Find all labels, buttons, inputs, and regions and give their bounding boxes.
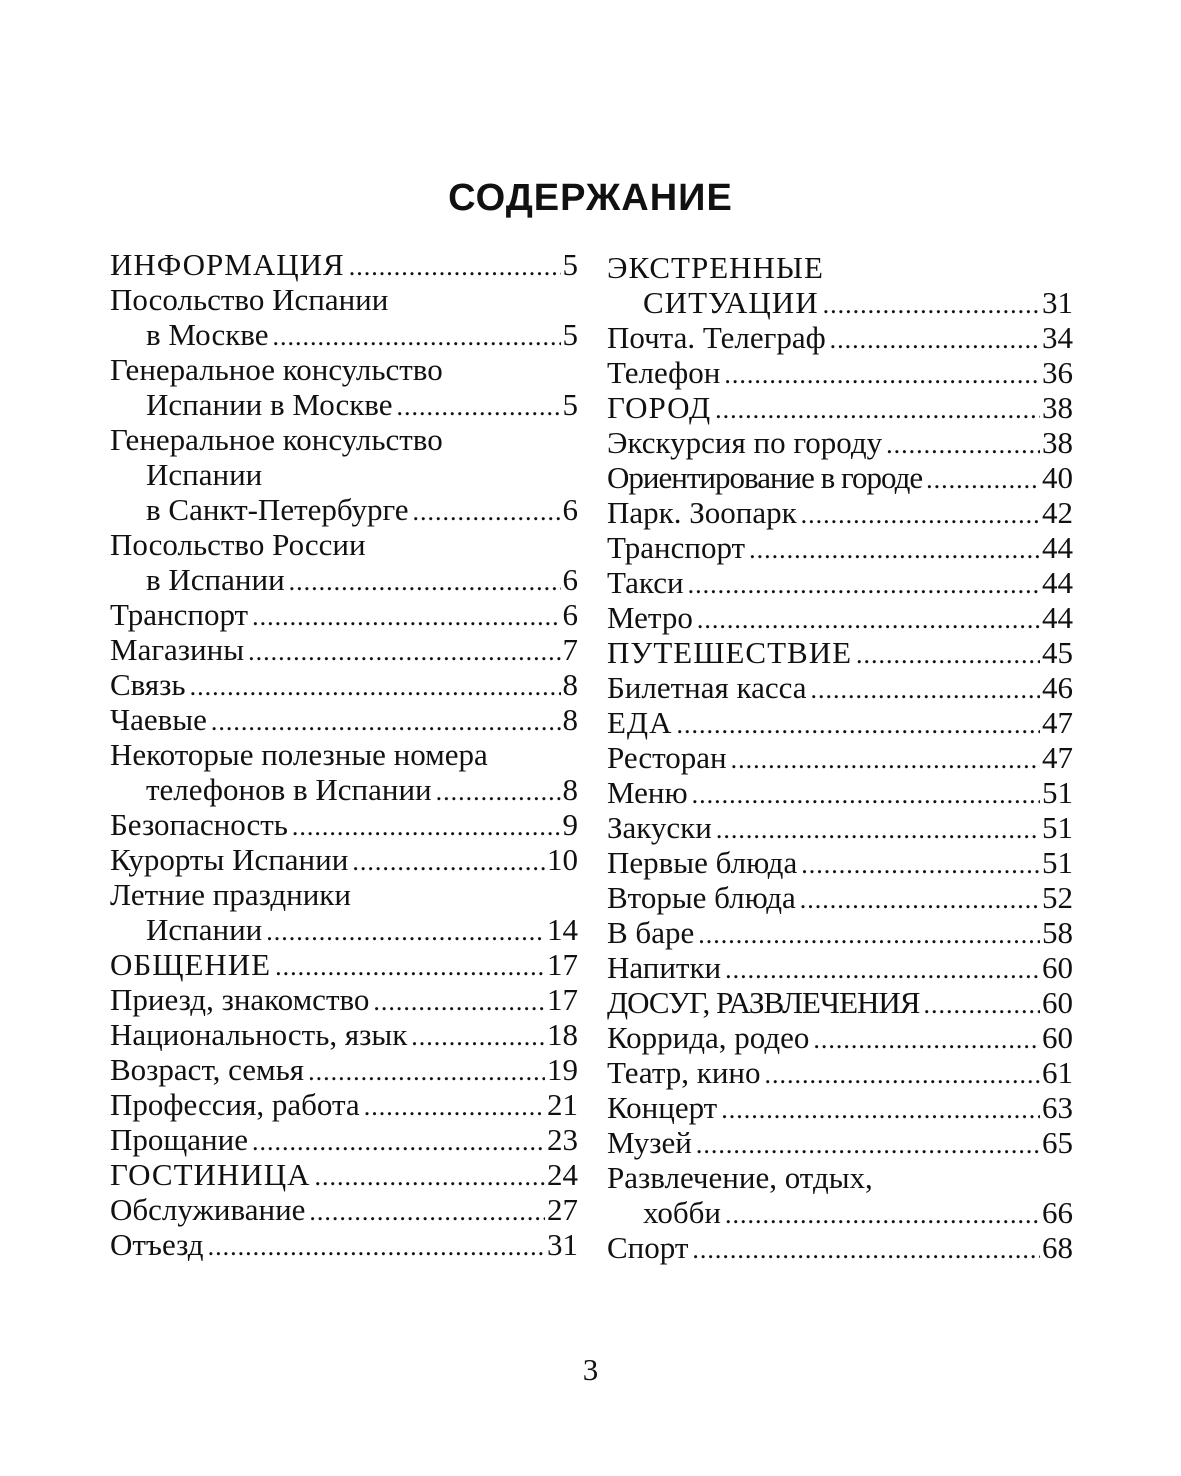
toc-line <box>607 425 1073 460</box>
toc-entry <box>607 600 1073 635</box>
toc-page-number: 46 <box>1042 670 1073 705</box>
toc-leader-dots <box>676 707 1040 742</box>
toc-section-title: ГОСТИНИЦА <box>110 1157 311 1192</box>
toc-leader-dots <box>886 427 1040 462</box>
toc-leader-dots <box>289 564 561 599</box>
toc-page-number: 60 <box>1042 950 1073 985</box>
toc-entry-title: Меню <box>607 775 688 810</box>
toc-page-number: 5 <box>562 317 578 352</box>
toc-entry-title: Испании <box>146 912 263 947</box>
toc-page-number: 18 <box>547 1017 578 1052</box>
toc-entry-title: Испании <box>146 457 263 492</box>
toc-line <box>110 842 578 877</box>
toc-line <box>110 317 578 352</box>
toc-entry-title: телефонов в Испании <box>146 772 432 807</box>
toc-entry-title: Телефон <box>607 355 721 390</box>
toc-entry-title: Магазины <box>110 632 245 667</box>
toc-line <box>607 1055 1073 1090</box>
toc-leader-dots <box>273 319 561 354</box>
toc-entry <box>607 635 1073 670</box>
toc-line <box>110 247 578 282</box>
toc-page-number: 60 <box>1042 1020 1073 1055</box>
toc-entry <box>607 915 1073 950</box>
toc-entry <box>110 1122 578 1157</box>
toc-page-number: 45 <box>1042 635 1073 670</box>
toc-entry-title: Посольство России <box>110 527 366 562</box>
toc-leader-dots <box>765 1057 1040 1092</box>
toc-entry-title: Генеральное консульство <box>110 422 443 457</box>
toc-page-number: 38 <box>1042 390 1073 425</box>
toc-line <box>607 320 1073 355</box>
toc-entry-title: В баре <box>607 915 695 950</box>
toc-page-number: 31 <box>547 1227 578 1262</box>
toc-line <box>110 422 578 457</box>
toc-leader-dots <box>724 357 1040 392</box>
toc-leader-dots <box>308 1054 545 1089</box>
toc-entry <box>110 807 578 842</box>
toc-line <box>110 457 578 492</box>
toc-line <box>110 737 578 772</box>
toc-page-number: 14 <box>547 912 578 947</box>
toc-entry-title: Билетная касса <box>607 670 807 705</box>
toc-line <box>607 460 1073 495</box>
toc-line <box>110 282 578 317</box>
toc-entry-title: Отъезд <box>110 1227 204 1262</box>
toc-line <box>110 562 578 597</box>
toc-entry-title: Национальность, язык <box>110 1017 408 1052</box>
toc-leader-dots <box>309 1194 545 1229</box>
toc-leader-dots <box>266 914 545 949</box>
toc-entry <box>110 737 578 807</box>
toc-entry <box>607 390 1073 425</box>
toc-page-number: 42 <box>1042 495 1073 530</box>
toc-page-number: 27 <box>547 1192 578 1227</box>
toc-entry-title: Такси <box>607 565 684 600</box>
toc-line <box>607 880 1073 915</box>
toc-line <box>607 1020 1073 1055</box>
toc-entry-title: Возраст, семья <box>110 1052 305 1087</box>
toc-line <box>110 597 578 632</box>
toc-entry-title: Курорты Испании <box>110 842 349 877</box>
toc-entry-title: Приезд, знакомство <box>110 982 370 1017</box>
toc-entry-title: Ресторан <box>607 740 727 775</box>
toc-page-number: 5 <box>562 387 578 422</box>
toc-entry <box>607 985 1073 1020</box>
toc-leader-dots <box>364 1089 545 1124</box>
toc-page-number: 5 <box>562 247 578 282</box>
toc-entry-title: Парк. Зоопарк <box>607 495 797 530</box>
toc-section-title: ОБЩЕНИЕ <box>110 947 272 982</box>
toc-line <box>607 670 1073 705</box>
toc-entry-title: Почта. Телеграф <box>607 320 826 355</box>
toc-section-title: ИНФОРМАЦИЯ <box>110 247 345 282</box>
toc-entry <box>607 1020 1073 1055</box>
toc-line <box>607 810 1073 845</box>
toc-entry-title: Коррида, родео <box>607 1020 810 1055</box>
toc-page-number: 8 <box>562 702 578 737</box>
toc-entry <box>110 1017 578 1052</box>
toc-leader-dots <box>314 1159 545 1194</box>
toc-line <box>110 912 578 947</box>
toc-leader-dots <box>830 322 1040 357</box>
toc-section-title: ДОСУГ, РАЗВЛЕЧЕНИЯ <box>607 985 920 1020</box>
toc-page-number: 8 <box>562 772 578 807</box>
toc-entry <box>607 1090 1073 1125</box>
toc-entry-title: Развлечение, отдых, <box>607 1160 873 1195</box>
toc-line <box>110 807 578 842</box>
toc-entry <box>607 880 1073 915</box>
toc-entry <box>607 845 1073 880</box>
page-number: 3 <box>582 1352 599 1387</box>
toc-line <box>607 740 1073 775</box>
toc-leader-dots <box>190 669 561 704</box>
toc-right-column <box>607 250 1073 1265</box>
toc-section-title: СИТУАЦИИ <box>643 285 819 320</box>
toc-page-number: 6 <box>562 492 578 527</box>
toc-left-column <box>110 247 578 1262</box>
toc-leader-dots <box>823 287 1040 322</box>
toc-line <box>607 250 1073 285</box>
toc-entry-title: Концерт <box>607 1090 718 1125</box>
toc-entry-title: хобби <box>643 1195 721 1230</box>
toc-page-number: 47 <box>1042 740 1073 775</box>
toc-line <box>110 387 578 422</box>
toc-entry <box>607 670 1073 705</box>
toc-line <box>110 1087 578 1122</box>
toc-entry-title: Транспорт <box>607 530 746 565</box>
toc-leader-dots <box>397 389 561 424</box>
toc-line <box>607 1090 1073 1125</box>
toc-leader-dots <box>211 704 561 739</box>
toc-entry <box>110 947 578 982</box>
toc-page-number: 17 <box>547 982 578 1017</box>
toc-leader-dots <box>725 1197 1040 1232</box>
toc-line <box>110 1227 578 1262</box>
toc-entry <box>607 775 1073 810</box>
toc-entry-title: Экскурсия по городу <box>607 425 883 460</box>
toc-line <box>110 1017 578 1052</box>
toc-entry-title: в Санкт-Петербурге <box>146 492 409 527</box>
toc-page-number: 51 <box>1042 775 1073 810</box>
toc-line <box>607 565 1073 600</box>
toc-entry <box>110 1227 578 1262</box>
toc-section-title: ЕДА <box>607 705 673 740</box>
toc-entry <box>110 842 578 877</box>
toc-page-number: 21 <box>547 1087 578 1122</box>
toc-line <box>607 530 1073 565</box>
toc-entry <box>110 667 578 702</box>
toc-entry <box>110 282 578 352</box>
toc-entry <box>110 247 578 282</box>
toc-page-number: 23 <box>547 1122 578 1157</box>
toc-leader-dots <box>688 567 1040 602</box>
toc-entry-title: Безопасность <box>110 807 288 842</box>
toc-leader-dots <box>716 812 1040 847</box>
toc-leader-dots <box>801 497 1040 532</box>
toc-entry <box>110 982 578 1017</box>
toc-entry-title: Некоторые полезные номера <box>110 737 488 772</box>
toc-leader-dots <box>725 952 1040 987</box>
toc-line <box>607 775 1073 810</box>
toc-entry <box>110 352 578 422</box>
toc-page-number: 7 <box>562 632 578 667</box>
toc-page-number: 60 <box>1042 985 1073 1020</box>
toc-leader-dots <box>697 602 1040 637</box>
toc-entry <box>607 565 1073 600</box>
toc-leader-dots <box>813 1022 1040 1057</box>
toc-leader-dots <box>436 774 561 809</box>
toc-entry <box>110 1087 578 1122</box>
toc-line <box>110 492 578 527</box>
toc-entry-title: Связь <box>110 667 186 702</box>
toc-entry <box>110 702 578 737</box>
toc-entry <box>110 422 578 527</box>
toc-page-number: 51 <box>1042 845 1073 880</box>
toc-entry-title: в Москве <box>146 317 269 352</box>
page-title: СОДЕРЖАНИЕ <box>448 177 733 219</box>
toc-page-number: 40 <box>1042 460 1073 495</box>
toc-entry <box>607 460 1073 495</box>
toc-line <box>607 845 1073 880</box>
toc-leader-dots <box>801 847 1040 882</box>
toc-entry-title: Вторые блюда <box>607 880 796 915</box>
toc-entry-title: Чаевые <box>110 702 207 737</box>
toc-page-number: 52 <box>1042 880 1073 915</box>
toc-leader-dots <box>811 672 1040 707</box>
toc-section-title: ГОРОД <box>607 390 712 425</box>
toc-leader-dots <box>692 777 1040 812</box>
toc-leader-dots <box>252 1124 545 1159</box>
toc-entry-title: в Испании <box>146 562 285 597</box>
toc-entry <box>607 1055 1073 1090</box>
toc-entry <box>607 495 1073 530</box>
toc-entry-title: Спорт <box>607 1230 689 1265</box>
toc-entry <box>110 632 578 667</box>
toc-leader-dots <box>923 987 1040 1022</box>
toc-entry-title: Метро <box>607 600 693 635</box>
toc-line <box>607 705 1073 740</box>
toc-leader-dots <box>856 637 1040 672</box>
toc-page-number: 66 <box>1042 1195 1073 1230</box>
toc-page-number: 44 <box>1042 530 1073 565</box>
toc-page-number: 44 <box>1042 600 1073 635</box>
toc-line <box>110 702 578 737</box>
toc-entry-title: Закуски <box>607 810 712 845</box>
toc-page-number: 6 <box>562 562 578 597</box>
toc-leader-dots <box>800 882 1040 917</box>
toc-leader-dots <box>411 1019 545 1054</box>
toc-page-number: 47 <box>1042 705 1073 740</box>
toc-entry-title: Музей <box>607 1125 692 1160</box>
toc-line <box>110 632 578 667</box>
toc-entry-title: Ориентирование в городе <box>607 460 923 495</box>
toc-entry-title: Посольство Испании <box>110 282 389 317</box>
toc-leader-dots <box>252 599 560 634</box>
toc-line <box>607 950 1073 985</box>
toc-line <box>110 772 578 807</box>
toc-entry-title: Напитки <box>607 950 722 985</box>
toc-section-title: ЭКСТРЕННЫЕ <box>607 250 824 285</box>
toc-page-number: 24 <box>547 1157 578 1192</box>
toc-page-number: 19 <box>547 1052 578 1087</box>
toc-leader-dots <box>208 1229 545 1264</box>
toc-line <box>110 982 578 1017</box>
toc-page-number: 10 <box>547 842 578 877</box>
toc-leader-dots <box>275 949 545 984</box>
toc-entry <box>607 425 1073 460</box>
toc-page-number: 9 <box>562 807 578 842</box>
toc-entry-title: Летние праздники <box>110 877 351 912</box>
toc-page-number: 44 <box>1042 565 1073 600</box>
toc-page-number: 61 <box>1042 1055 1073 1090</box>
toc-line <box>110 1157 578 1192</box>
toc-line <box>110 1192 578 1227</box>
toc-entry <box>607 250 1073 320</box>
toc-page-number: 68 <box>1042 1230 1073 1265</box>
toc-line <box>607 1230 1073 1265</box>
toc-leader-dots <box>715 392 1040 427</box>
toc-entry <box>110 1052 578 1087</box>
toc-leader-dots <box>696 1127 1040 1162</box>
toc-leader-dots <box>692 1232 1040 1267</box>
toc-leader-dots <box>352 844 545 879</box>
toc-entry <box>110 877 578 947</box>
toc-entry-title: Генеральное консульство <box>110 352 443 387</box>
toc-entry <box>607 810 1073 845</box>
toc-entry <box>607 1160 1073 1230</box>
toc-line <box>110 1122 578 1157</box>
toc-page-number: 51 <box>1042 810 1073 845</box>
toc-entry <box>607 1230 1073 1265</box>
toc-entry <box>110 527 578 597</box>
toc-entry <box>607 1125 1073 1160</box>
toc-leader-dots <box>721 1092 1040 1127</box>
toc-page-number: 17 <box>547 947 578 982</box>
toc-entry <box>110 597 578 632</box>
toc-entry <box>607 320 1073 355</box>
toc-line <box>607 495 1073 530</box>
toc-entry <box>607 705 1073 740</box>
toc-line <box>110 667 578 702</box>
toc-leader-dots <box>413 494 561 529</box>
toc-line <box>110 947 578 982</box>
toc-leader-dots <box>749 532 1040 567</box>
toc-page-number: 38 <box>1042 425 1073 460</box>
toc-entry-title: Прощание <box>110 1122 248 1157</box>
toc-line <box>607 600 1073 635</box>
toc-page-number: 58 <box>1042 915 1073 950</box>
toc-entry-title: Профессия, работа <box>110 1087 360 1122</box>
toc-line <box>607 1195 1073 1230</box>
toc-line <box>607 355 1073 390</box>
toc-line <box>607 985 1073 1020</box>
toc-entry-title: Транспорт <box>110 597 249 632</box>
toc-leader-dots <box>373 984 545 1019</box>
toc-line <box>607 285 1073 320</box>
toc-page-number: 36 <box>1042 355 1073 390</box>
toc-leader-dots <box>292 809 561 844</box>
toc-line <box>110 527 578 562</box>
toc-entry-title: Испании в Москве <box>146 387 393 422</box>
toc-page-number: 8 <box>562 667 578 702</box>
toc-line <box>110 877 578 912</box>
toc-entry <box>110 1192 578 1227</box>
toc-entry-title: Первые блюда <box>607 845 798 880</box>
toc-leader-dots <box>349 249 561 284</box>
toc-line <box>607 635 1073 670</box>
toc-entry-title: Обслуживание <box>110 1192 306 1227</box>
toc-entry <box>607 950 1073 985</box>
toc-section-title: ПУТЕШЕСТВИЕ <box>607 635 853 670</box>
toc-line <box>607 390 1073 425</box>
toc-entry <box>607 355 1073 390</box>
toc-leader-dots <box>698 917 1040 952</box>
toc-entry <box>607 740 1073 775</box>
toc-line <box>607 1125 1073 1160</box>
toc-page-number: 65 <box>1042 1125 1073 1160</box>
toc-entry <box>110 1157 578 1192</box>
toc-leader-dots <box>731 742 1040 777</box>
toc-entry-title: Театр, кино <box>607 1055 761 1090</box>
toc-line <box>110 352 578 387</box>
toc-page-number: 6 <box>562 597 578 632</box>
toc-leader-dots <box>248 634 560 669</box>
toc-leader-dots <box>926 462 1040 497</box>
toc-page-number: 31 <box>1042 285 1073 320</box>
toc-line <box>110 1052 578 1087</box>
toc-line <box>607 915 1073 950</box>
toc-page-number: 34 <box>1042 320 1073 355</box>
toc-entry <box>607 530 1073 565</box>
toc-line <box>607 1160 1073 1195</box>
toc-page-number: 63 <box>1042 1090 1073 1125</box>
